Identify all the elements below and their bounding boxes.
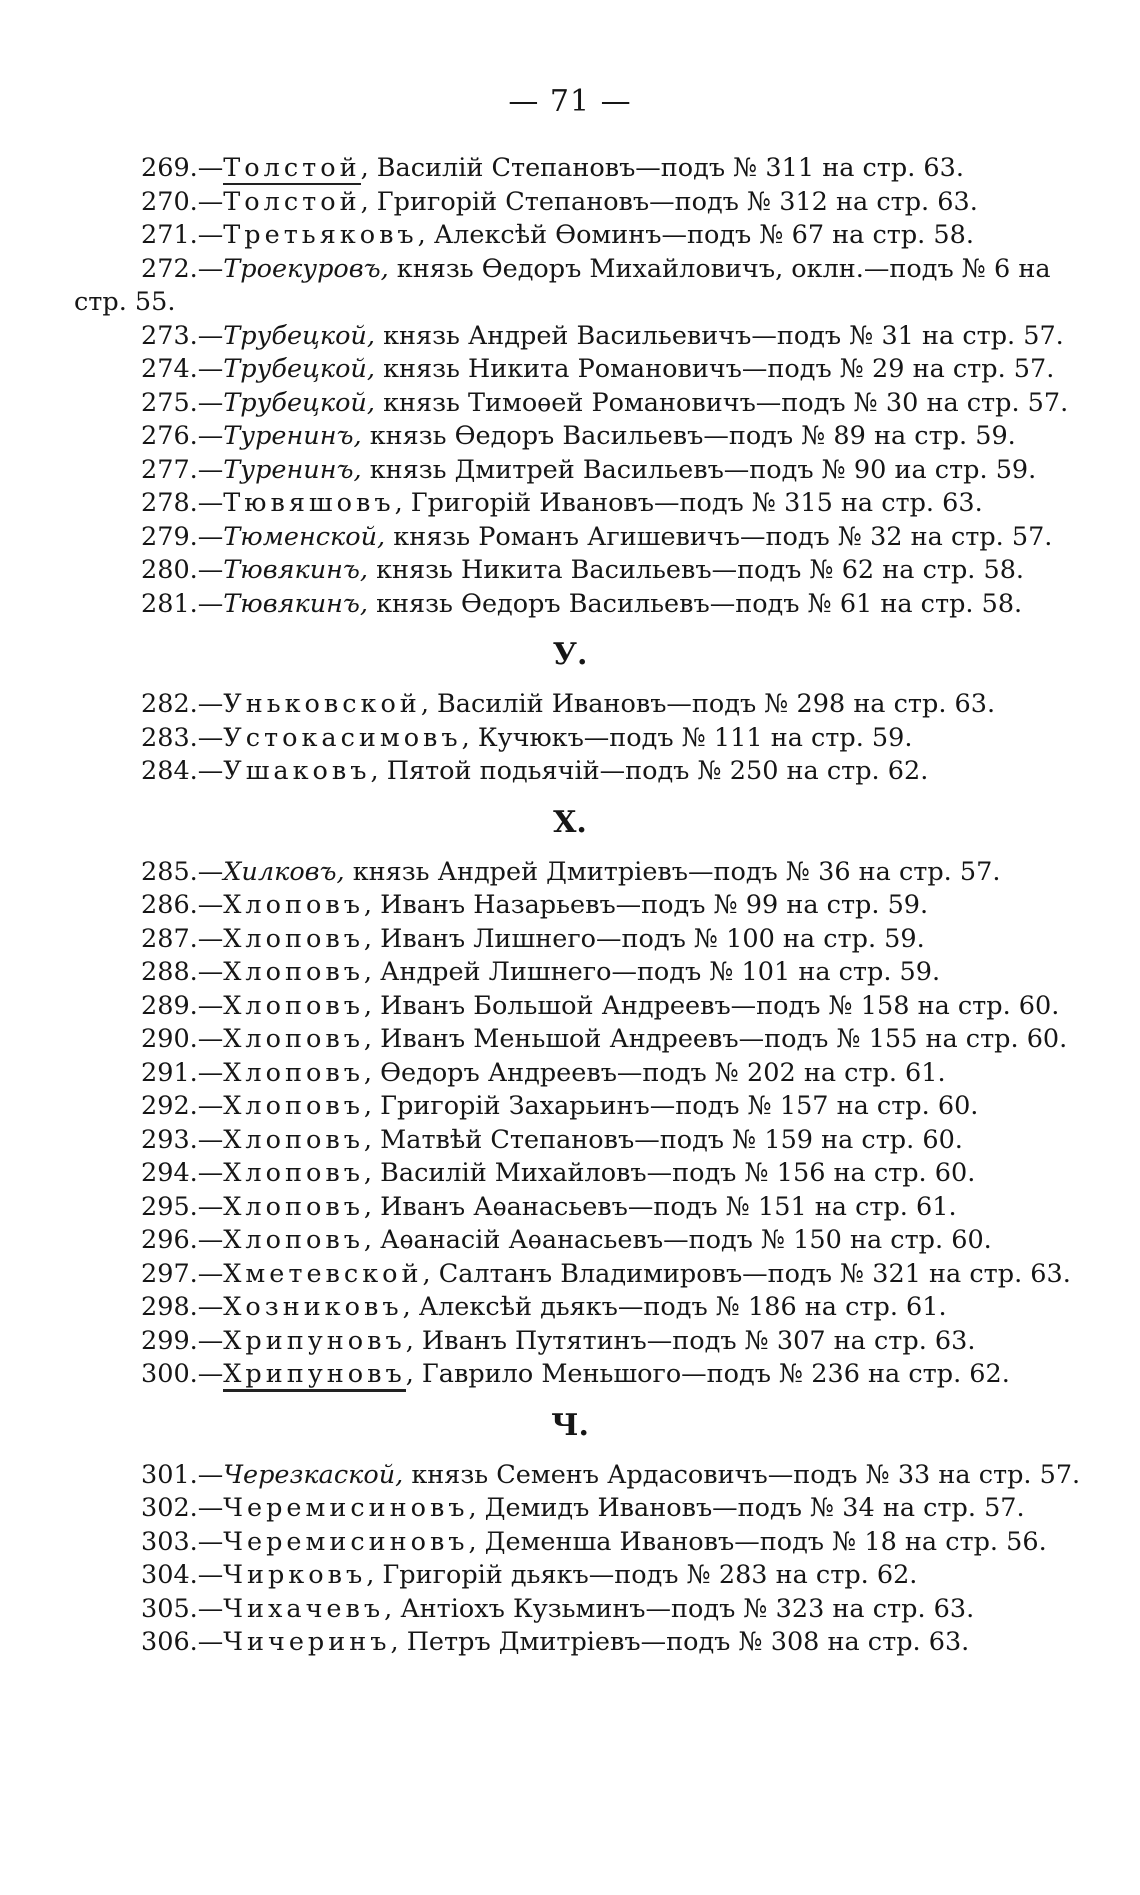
entry-details: , Иванъ Аѳанасьевъ—подъ № 151 на стр. 61. [363,1191,957,1222]
entry-surname: Черезкаской, [223,1459,404,1490]
entry-number: 284.— [141,756,224,786]
entry-number: 279.— [141,521,224,552]
entry-details: , Антіохъ Кузьминъ—подъ № 323 на стр. 63. [384,1593,975,1624]
index-entry [0,588,1140,622]
entry-surname: Хлоповъ [223,1191,364,1222]
entry-details: , Григорій Ивановъ—подъ № 315 на стр. 63. [394,488,983,518]
index-entry [0,320,1140,354]
section-letter-u: У. [552,637,588,672]
entry-details: , Андрей Лишнего—подъ № 101 на стр. 59. [363,957,941,987]
entry-surname: Трубецкой, [223,387,375,418]
entry-details: , Иванъ Меньшой Андреевъ—подъ № 155 на стр. 60. [363,1024,1068,1054]
index-entry [0,1124,1140,1158]
entry-surname: Хлоповъ [223,1091,364,1121]
entry-details: , Иванъ Лишнего—подъ № 100 на стр. 59. [363,923,925,954]
entry-number: 297.— [141,1258,224,1289]
entry-number: 294.— [141,1158,224,1188]
section-letter-ch: Ч. [551,1407,589,1443]
index-entry [0,1191,1140,1225]
entry-surname: Чихачевъ [223,1593,385,1624]
entry-number: 290.— [141,1024,224,1054]
entry-surname: Хметевской [223,1258,423,1289]
entry-surname: Уньковской [223,689,421,719]
entry-details: , Деменша Ивановъ—подъ № 18 на стр. 56. [468,1526,1047,1557]
index-entry [0,219,1140,253]
page-number: — 71 — [508,84,632,119]
entry-details: князь Дмитрей Васильевъ—подъ № 90 иа стр. 59. [361,454,1037,485]
index-entry [0,1559,1140,1593]
entry-number: 306.— [141,1627,224,1657]
entry-details: , Иванъ Назарьевъ—подъ № 99 на стр. 59. [363,890,929,920]
section-letter-kh: Х. [553,804,587,840]
entry-group-kh [0,856,1140,1392]
entry-number: 302.— [141,1493,224,1523]
index-entry [0,253,1140,320]
entry-group-t [0,152,1140,621]
entry-surname: Чирковъ [223,1560,367,1590]
entry-surname: Хлоповъ [223,923,364,954]
entry-surname: Тюменской, [223,521,386,552]
entry-details: , Иванъ Путятинъ—подъ № 307 на стр. 63. [405,1325,976,1356]
entry-number: 293.— [141,1124,224,1155]
entry-number: 300.— [141,1359,224,1389]
index-entry [0,1358,1140,1392]
index-entry [0,554,1140,588]
entry-number: 273.— [141,320,224,351]
entry-details: князь Романъ Агишевичъ—подъ № 32 на стр. 57. [385,521,1053,552]
entry-number: 286.— [141,890,224,920]
entry-surname: Тювякинъ, [223,588,369,619]
entry-surname: Туренинъ, [223,454,362,485]
entry-number: 278.— [141,488,224,518]
entry-details: князь Андрей Васильевичъ—подъ № 31 на стр. 57. [374,320,1064,351]
entry-surname: Хилковъ, [223,856,345,887]
index-entry [0,152,1140,186]
entry-number: 282.— [141,689,224,719]
entry-surname: Хрипуновъ [223,1359,405,1392]
entry-surname: Хлоповъ [223,1158,364,1188]
index-entry [0,353,1140,387]
entry-number: 274.— [141,354,224,384]
entry-surname: Чичеринъ [223,1627,391,1657]
entry-number: 288.— [141,957,224,987]
index-entry [0,755,1140,789]
entry-surname: Хлоповъ [223,957,364,987]
index-entry [0,1258,1140,1292]
index-entries [0,152,1140,1660]
entry-details: , Гаврило Меньшого—подъ № 236 на стр. 62. [405,1359,1010,1389]
entry-details: князь Никита Романовичъ—подъ № 29 на стр. 57. [374,354,1055,384]
index-entry [0,1492,1140,1526]
entry-number: 292.— [141,1091,224,1121]
entry-surname: Хлоповъ [223,1124,364,1155]
entry-number: 271.— [141,220,224,250]
index-entry [0,956,1140,990]
index-entry [0,420,1140,454]
entry-details: , Петръ Дмитріевъ—подъ № 308 на стр. 63. [390,1627,970,1657]
entry-details: , Василій Михайловъ—подъ № 156 на стр. 60. [363,1158,976,1188]
entry-surname: Тювяшовъ [223,488,395,518]
entry-details: , Алексѣй Ѳоминъ—подъ № 67 на стр. 58. [417,220,974,250]
entry-surname: Туренинъ, [223,421,362,451]
entry-details: князь Андрей Дмитріевъ—подъ № 36 на стр. 57. [344,856,1001,887]
entry-number: 296.— [141,1225,224,1255]
entry-details: князь Тимоѳей Романовичъ—подъ № 30 на стр. 57. [374,387,1069,418]
index-entry [0,1526,1140,1560]
index-entry [0,1090,1140,1124]
entry-details: , Григорій дьякъ—подъ № 283 на стр. 62. [366,1560,918,1590]
index-entry [0,1593,1140,1627]
entry-surname: Трубецкой, [223,354,375,384]
entry-number: 285.— [141,856,224,887]
entry-surname: Толстой [223,186,361,217]
entry-number: 303.— [141,1526,224,1557]
entry-number: 269.— [141,153,224,183]
entry-group-u [0,688,1140,789]
entry-surname: Ушаковъ [223,756,371,786]
entry-number: 270.— [141,186,224,217]
index-entry [0,1291,1140,1325]
entry-details: , Кучюкъ—подъ № 111 на стр. 59. [461,722,913,753]
index-entry [0,487,1140,521]
index-entry [0,454,1140,488]
entry-details: , Григорій Захарьинъ—подъ № 157 на стр. 60. [363,1091,979,1121]
entry-number: 275.— [141,387,224,418]
entry-details: князь Ѳедоръ Васильевъ—подъ № 89 на стр. 59. [361,421,1016,451]
entry-surname: Хлоповъ [223,990,364,1021]
index-entry [0,1325,1140,1359]
index-entry [0,923,1140,957]
entry-number: 291.— [141,1057,224,1088]
entry-surname: Черемисиновъ [223,1526,469,1557]
entry-group-ch [0,1459,1140,1660]
entry-details: князь Никита Васильевъ—подъ № 62 на стр. 58. [368,555,1025,585]
entry-surname: Хлоповъ [223,1024,364,1054]
entry-number: 277.— [141,454,224,485]
index-entry [0,1023,1140,1057]
entry-details: , Василій Ивановъ—подъ № 298 на стр. 63. [420,689,996,719]
entry-number: 295.— [141,1191,224,1222]
entry-surname: Третьяковъ [223,220,418,250]
entry-number: 280.— [141,555,224,585]
entry-surname: Черемисиновъ [223,1493,469,1523]
index-entry [0,1057,1140,1091]
entry-surname: Хозниковъ [223,1292,403,1322]
entry-number: 305.— [141,1593,224,1624]
entry-surname: Толстой [223,153,361,183]
index-entry [0,1157,1140,1191]
entry-details: , Матвѣй Степановъ—подъ № 159 на стр. 60. [363,1124,963,1155]
entry-details: , Иванъ Большой Андреевъ—подъ № 158 на стр. 60. [363,990,1060,1021]
index-entry [0,521,1140,555]
entry-details: , Аѳанасій Аѳанасьевъ—подъ № 150 на стр. 60. [363,1225,992,1255]
entry-number: 272.— [141,253,224,284]
entry-number: 301.— [141,1459,224,1490]
index-entry [0,387,1140,421]
entry-number: 283.— [141,722,224,753]
entry-number: 287.— [141,923,224,954]
entry-number: 299.— [141,1325,224,1356]
entry-details: , Ѳедоръ Андреевъ—подъ № 202 на стр. 61. [363,1057,946,1088]
entry-surname: Хлоповъ [223,890,364,920]
index-entry [0,889,1140,923]
entry-details: , Демидъ Ивановъ—подъ № 34 на стр. 57. [468,1493,1025,1523]
entry-surname: Устокасимовъ [223,722,462,753]
entry-number: 281.— [141,588,224,619]
entry-surname: Тювякинъ, [223,555,369,585]
index-entry [0,186,1140,220]
entry-number: 289.— [141,990,224,1021]
entry-surname: Трубецкой, [223,320,375,351]
index-entry [0,1626,1140,1660]
entry-continuation: стр. 55. [74,287,176,317]
index-entry [0,722,1140,756]
index-entry [0,990,1140,1024]
entry-details: , Григорій Степановъ—подъ № 312 на стр. 63. [360,186,978,217]
index-entry [0,1224,1140,1258]
entry-surname: Троекуровъ, [223,253,389,284]
entry-number: 298.— [141,1292,224,1322]
index-entry [0,856,1140,890]
index-entry [0,1459,1140,1493]
entry-details: , Василій Степановъ—подъ № 311 на стр. 63. [360,153,964,183]
entry-number: 276.— [141,421,224,451]
entry-details: князь Ѳедоръ Михайловичъ, оклн.—подъ № 6 на [388,253,1051,284]
entry-surname: Хрипуновъ [223,1325,406,1356]
entry-surname: Хлоповъ [223,1057,364,1088]
index-entry [0,688,1140,722]
entry-surname: Хлоповъ [223,1225,364,1255]
entry-details: , Салтанъ Владимировъ—подъ № 321 на стр. 63. [422,1258,1071,1289]
entry-details: , Пятой подьячій—подъ № 250 на стр. 62. [370,756,929,786]
entry-details: , Алексѣй дьякъ—подъ № 186 на стр. 61. [402,1292,947,1322]
entry-number: 304.— [141,1560,224,1590]
entry-details: князь Ѳедоръ Васильевъ—подъ № 61 на стр. 58. [368,588,1023,619]
entry-details: князь Семенъ Ардасовичъ—подъ № 33 на стр. 57. [403,1459,1081,1490]
